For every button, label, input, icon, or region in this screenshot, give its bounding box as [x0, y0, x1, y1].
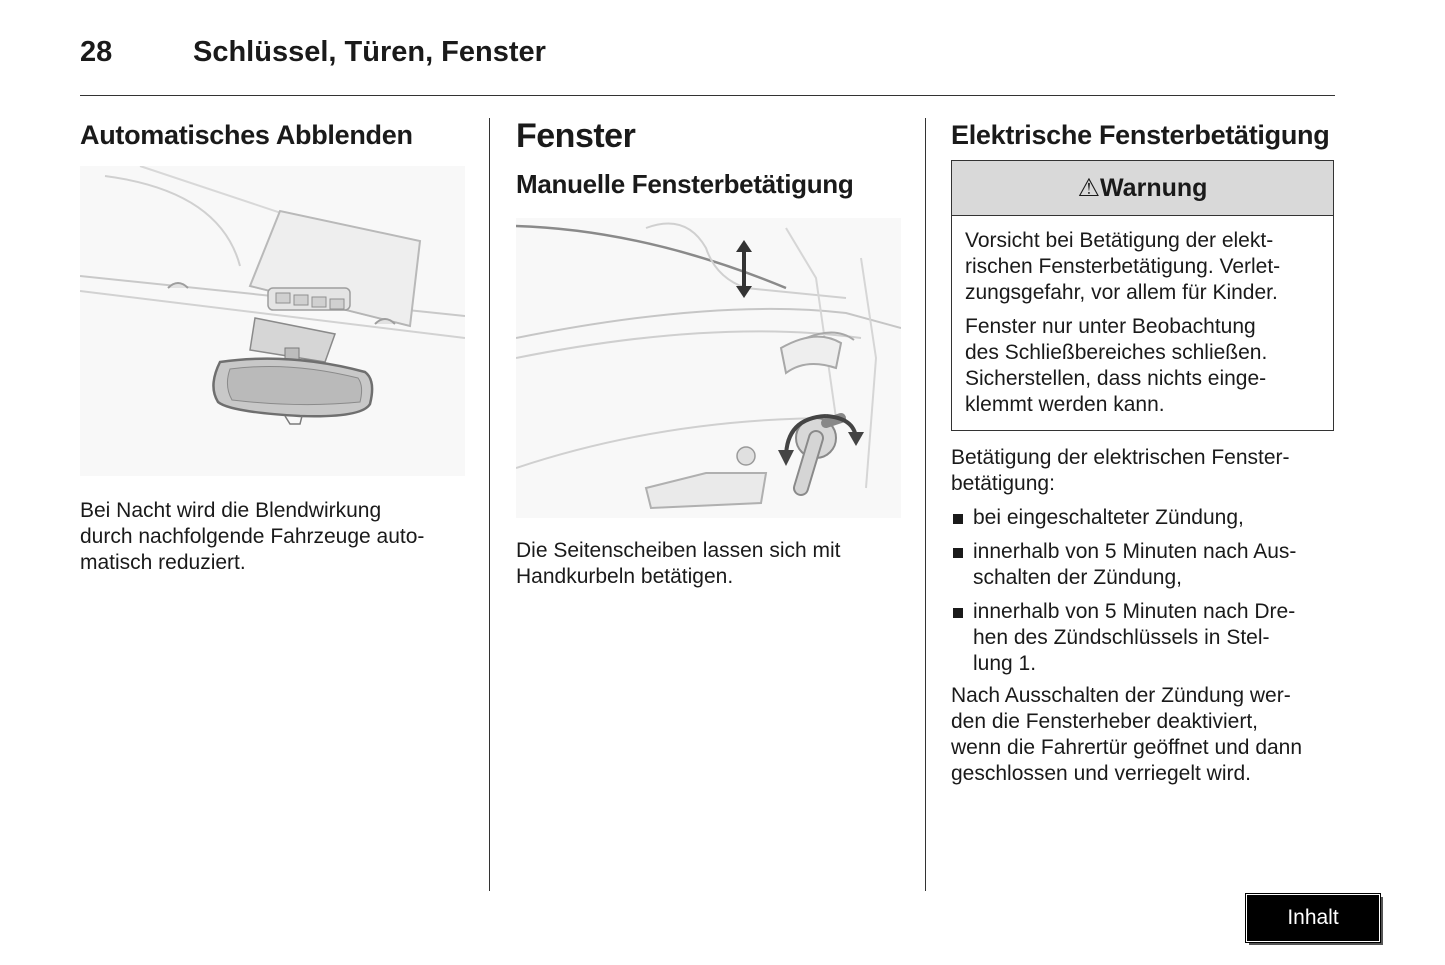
page-number: 28 [80, 36, 113, 68]
text-line: zungsgefahr, vor allem für Kinder. [965, 281, 1278, 304]
text-line: Fenster nur unter Beobachtung [965, 315, 1256, 338]
bullet-square-icon [953, 608, 963, 618]
text-line: des Schließbereiches schließen. [965, 341, 1268, 364]
subheading-manual-windows: Manuelle Fensterbetätigung [516, 169, 854, 199]
list-item [951, 505, 1334, 531]
column-automatic-dimming [80, 112, 465, 576]
warning-triangle-icon: ⚠ [1077, 174, 1101, 202]
auto-dimming-text [80, 498, 465, 576]
warning-header [952, 161, 1333, 216]
header-rule [80, 95, 1335, 96]
text-line: matisch reduziert. [80, 551, 246, 574]
text-line: den die Fensterheber deaktiviert, [951, 710, 1259, 733]
conditions-list [951, 505, 1334, 677]
text-line: Handkurbeln betätigen. [516, 565, 734, 588]
text-line: wenn die Fahrertür geöffnet und dann [951, 736, 1303, 759]
rear-view-mirror-illustration [80, 166, 465, 476]
warning-body [952, 216, 1333, 430]
section-heading-auto-dimming: Automatisches Abblenden [80, 120, 413, 150]
power-windows-closing [951, 683, 1334, 787]
power-windows-intro [951, 445, 1334, 497]
column-divider-2 [925, 118, 926, 891]
section-heading-power-windows: Elektrische Fensterbetätigung [951, 120, 1330, 150]
column-power-windows [951, 112, 1334, 787]
text-line: innerhalb von 5 Minuten nach Dre- [973, 600, 1296, 623]
text-line: Vorsicht bei Betätigung der elekt- [965, 229, 1274, 252]
list-item [951, 539, 1334, 591]
text-line: Nach Ausschalten der Zündung wer- [951, 684, 1291, 707]
column-windows [516, 112, 901, 590]
text-line: Betätigung der elektrischen Fenster- [951, 446, 1290, 469]
text-line: Die Seitenscheiben lassen sich mit [516, 539, 841, 562]
text-line: bei eingeschalteter Zündung, [973, 506, 1244, 529]
text-line: geschlossen und verriegelt wird. [951, 762, 1251, 785]
bullet-square-icon [953, 548, 963, 558]
warning-paragraph-2 [965, 314, 1320, 418]
text-line: lung 1. [973, 652, 1037, 675]
manual-windows-text [516, 538, 901, 590]
list-item [951, 599, 1334, 677]
window-crank-illustration [516, 218, 901, 518]
column-divider-1 [489, 118, 490, 891]
text-line: klemmt werden kann. [965, 393, 1165, 416]
text-line: betätigung: [951, 472, 1055, 495]
text-line: Sicherstellen, dass nichts einge- [965, 367, 1267, 390]
text-line: hen des Zündschlüssels in Stel- [973, 626, 1270, 649]
text-line: innerhalb von 5 Minuten nach Aus- [973, 540, 1297, 563]
warning-paragraph-1 [965, 228, 1320, 306]
bullet-square-icon [953, 514, 963, 524]
text-line: durch nachfolgende Fahrzeuge auto- [80, 525, 425, 548]
warning-title: Warnung [1100, 173, 1208, 202]
text-line: rischen Fensterbetätigung. Verlet- [965, 255, 1281, 278]
text-line: Bei Nacht wird die Blendwirkung [80, 499, 382, 522]
text-line: schalten der Zündung, [973, 566, 1182, 589]
warning-box [951, 160, 1334, 431]
contents-button[interactable]: Inhalt [1246, 894, 1380, 942]
page-header-title: Schlüssel, Türen, Fenster [193, 36, 546, 68]
section-heading-windows: Fenster [516, 117, 636, 155]
